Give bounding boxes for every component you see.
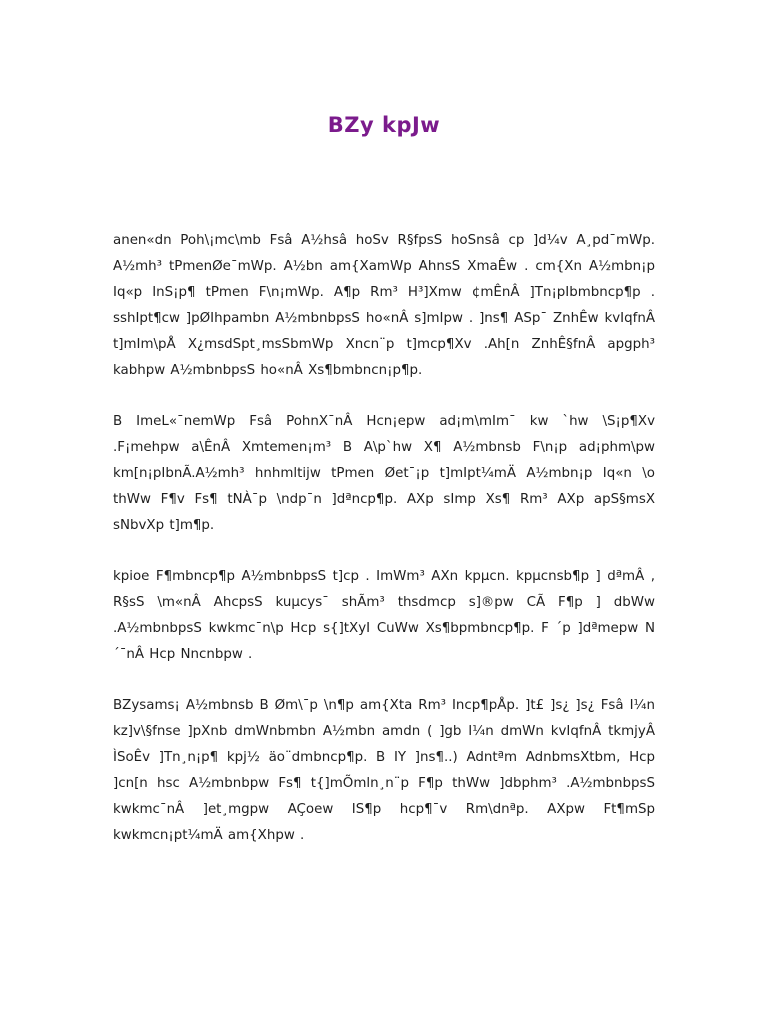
document-body — [113, 228, 655, 874]
paragraph-4: BZysams¡ A½mbnsb B Øm\¯p \n¶p am{Xta Rm³ Incp¶pÅp. ]t£ ]s¿ ]s¿ Fsâ I¼n kz]v\§fnse ]pXnb dmWnbmbn A½mbn amdn ( ]gb I¼n dmWn kvIqfnÂ tkmjyÂ ÌSoÊv ]Tn¸n¡p¶ kpj½ äo¨dmbncp¶p. B IY ]ns¶..) Adntªm AdnbmsXtbm, Hcp ]cn[n hsc A½mbnbpw Fs¶ t{]mÕmln¸n¨p F¶p thWw ]dbphm³ .A½mbnbpsS kwkmc¯nÂ ]et¸mgpw AÇoew IS¶p hcp¶¯v Rm\dnªp. AXpw Ft¶mSp kwkmcn¡pt¼mÄ am{Xhpw . — [113, 698, 655, 843]
document-title: BZy kpJw — [327, 113, 441, 137]
paragraph-1: anen«dn Poh\¡mc\mb Fsâ A½hsâ hoSv R§fpsS hoSnsâ cp ]d¼v A¸pd¯mWp. A½mh³ tPmenØe¯mWp. A½bn am{XamWp AhnsS XmaÊw . cm{Xn A½mbn¡p Iq«p InS¡p¶ tPmen F\n¡mWp. A¶p Rm³ H³]Xmw ¢mÊnÂ ]Tn¡pIbmbncp¶p . sshIpt¶cw ]pØIhpambn A½mbnbpsS ho«nÂ s]mIpw . ]ns¶ ASp¯ ZnhÊw kvIqfnÂ t]mIm\pÅ X¿msdSpt¸msSbmWp Xncn¨p t]mcp¶Xv .Ah[n ZnhÊ§fnÂ apgph³ kabhpw A½mbnbpsS ho«nÂ Xs¶bmbncn¡p¶p. — [113, 233, 655, 378]
paragraph-2: B ImeL«¯nemWp Fsâ PohnX¯nÂ Hcn¡epw ad¡m\mIm¯ kw `hw \S¡p¶Xv .F¡mehpw a\ÊnÂ Xmtemen¡m³ B A\p`hw X¶ A½mbnsb F\n¡p ad¡phm\pw km[n¡pIbnÃ.A½mh³ hnhmltijw tPmen Øet¯¡p t]mIpt¼mÄ A½mbn¡p Iq«n \o thWw F¶v Fs¶ tNÀ¯p \ndp¯n ]dªncp¶p. AXp sImp Xs¶ Rm³ AXp apS§msX sNbvXp t]m¶p. — [113, 414, 655, 533]
paragraph-3: kpioe F¶mbncp¶p A½mbnbpsS t]cp . ImWm³ AXn kpµcn. kpµcnsb¶p ] dªmÂ , R§sS \m«nÂ AhcpsS kuµcys¯ shÃm³ thsdmcp s]®pw CÃ F¶p ] dbWw .A½mbnbpsS kwkmc¯n\p Hcp s{]tXyI CuWw Xs¶bpmbncp¶p. F ´p ]dªmepw N´¯nÂ Hcp Nncnbpw . — [113, 569, 655, 662]
